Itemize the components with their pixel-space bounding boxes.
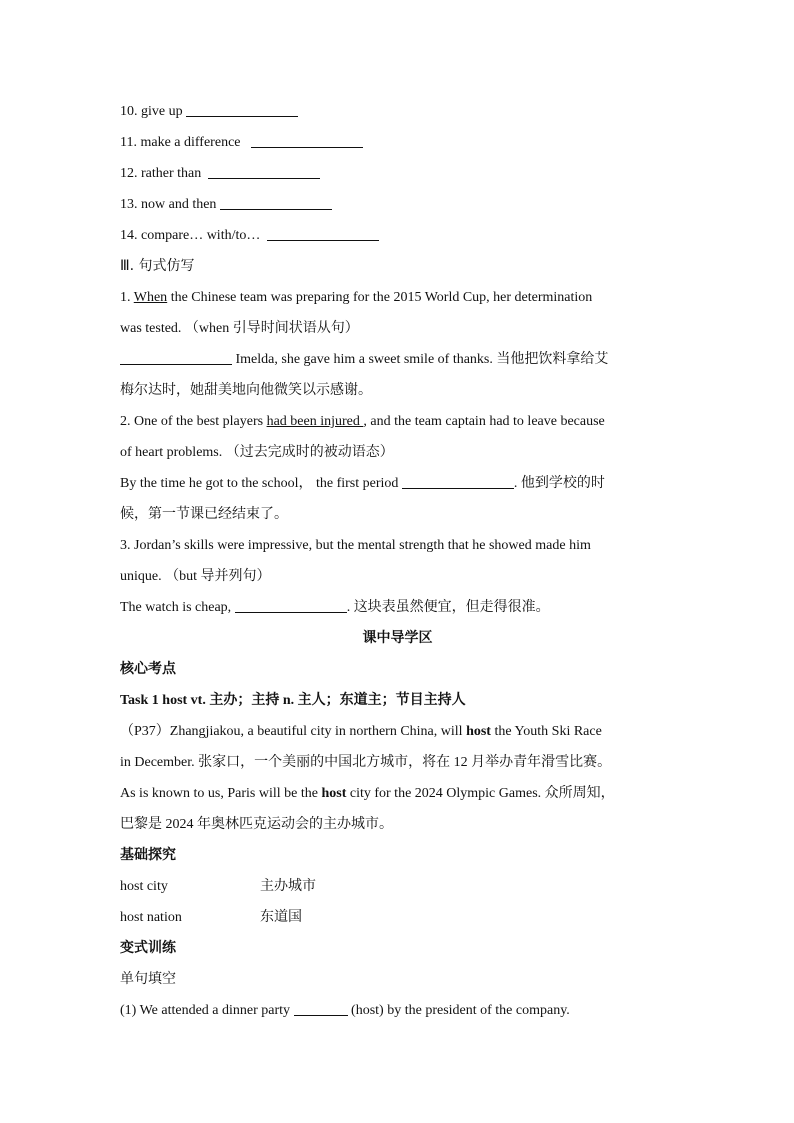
sentence-2 (120, 406, 675, 437)
answer-blank[interactable] (294, 1001, 348, 1016)
sentence-text: (host) by the president of the company. (347, 1003, 570, 1018)
sentence-text: By the time he got to the school， the first period (120, 476, 402, 491)
answer-blank[interactable] (235, 598, 347, 613)
example-1 (120, 716, 675, 747)
vocab-phrase: 14. compare… with/to… (120, 228, 261, 243)
section-center-title: 课中导学区 (362, 630, 433, 646)
bold-word: host (321, 786, 347, 801)
vocab-phrase: 13. now and then (120, 197, 217, 212)
sentence-2-practice (120, 468, 675, 499)
example-2 (120, 778, 675, 809)
underlined-word: When (133, 290, 168, 305)
task-heading: Task 1 host vt. 主办；主持 n. 主人；东道主；节目主持人 (120, 693, 466, 708)
basic-title: 基础探究 (120, 847, 176, 863)
sentence-2-line4: 候，第一节课已经结束了。 (120, 507, 288, 522)
vocab-item (120, 127, 675, 158)
sentence-1-line2: was tested. （when 引导时间状语从句） (120, 321, 359, 336)
vocab-phrase: 11. make a difference (120, 135, 241, 150)
example-1-line2: in December. 张家口，一个美丽的中国北方城市，将在 12 月举办青年滑雪比赛。 (120, 755, 612, 770)
sentence-3: 3. Jordan’s skills were impressive, but the mental strength that he showed made him (120, 538, 591, 553)
variant-title: 变式训练 (120, 940, 176, 956)
sentence-1 (120, 282, 675, 313)
core-title: 核心考点 (120, 661, 176, 677)
vocab-item (120, 158, 675, 189)
question-1 (120, 995, 675, 1026)
vocab-item (120, 96, 675, 127)
pair-row (120, 871, 675, 902)
vocab-phrase: 12. rather than (120, 166, 202, 181)
sentence-1-line4: 梅尔达时，她甜美地向他微笑以示感谢。 (120, 383, 372, 398)
sentence-text: the Youth Ski Race (490, 724, 602, 739)
sentence-text: (1) We attended a dinner party (120, 1003, 294, 1018)
sentence-text: 2. One of the best players (120, 414, 267, 429)
item-number: 1. (120, 290, 134, 305)
sentence-2-line2: of heart problems. （过去完成时的被动语态） (120, 445, 394, 460)
sentence-text: （P37）Zhangjiakou, a beautiful city in northern China, will (120, 724, 467, 739)
pair-zh: 主办城市 (260, 879, 316, 894)
pair-zh: 东道国 (260, 910, 302, 925)
sentence-3-line2: unique. （but 导并列句） (120, 569, 271, 584)
sentence-text: city for the 2024 Olympic Games. 众所周知， (346, 786, 615, 801)
document-page (120, 96, 675, 1026)
sentence-text: The watch is cheap, (120, 600, 235, 615)
answer-blank[interactable] (120, 350, 232, 365)
sentence-text: . 这块表虽然便宜，但走得很准。 (346, 600, 550, 615)
bold-word: host (466, 724, 491, 739)
vocab-item (120, 189, 675, 220)
answer-blank[interactable] (267, 226, 379, 241)
answer-blank[interactable] (186, 102, 298, 117)
example-2-line2: 巴黎是 2024 年奥林匹克运动会的主办城市。 (120, 817, 393, 832)
pair-en: host city (120, 879, 168, 894)
answer-blank[interactable] (402, 474, 514, 489)
sentence-text: , and the team captain had to leave because (363, 414, 605, 429)
sentence-text: As is known to us, Paris will be the (120, 786, 322, 801)
fill-title: 单句填空 (120, 971, 176, 987)
vocab-phrase: 10. give up (120, 104, 183, 119)
section-title: Ⅲ. 句式仿写 (120, 258, 195, 274)
sentence-1-practice (120, 344, 675, 375)
answer-blank[interactable] (220, 195, 332, 210)
underlined-phrase: had been injured (266, 414, 364, 429)
answer-blank[interactable] (208, 164, 320, 179)
sentence-text: the Chinese team was preparing for the 2015 World Cup, her determination (167, 290, 593, 305)
sentence-text: Imelda, she gave him a sweet smile of thanks. 当他把饮料拿给艾 (232, 352, 609, 367)
answer-blank[interactable] (251, 133, 363, 148)
pair-row (120, 902, 675, 933)
sentence-3-practice (120, 592, 675, 623)
sentence-text: . 他到学校的时 (513, 476, 605, 491)
pair-en: host nation (120, 910, 182, 925)
vocab-item (120, 220, 675, 251)
